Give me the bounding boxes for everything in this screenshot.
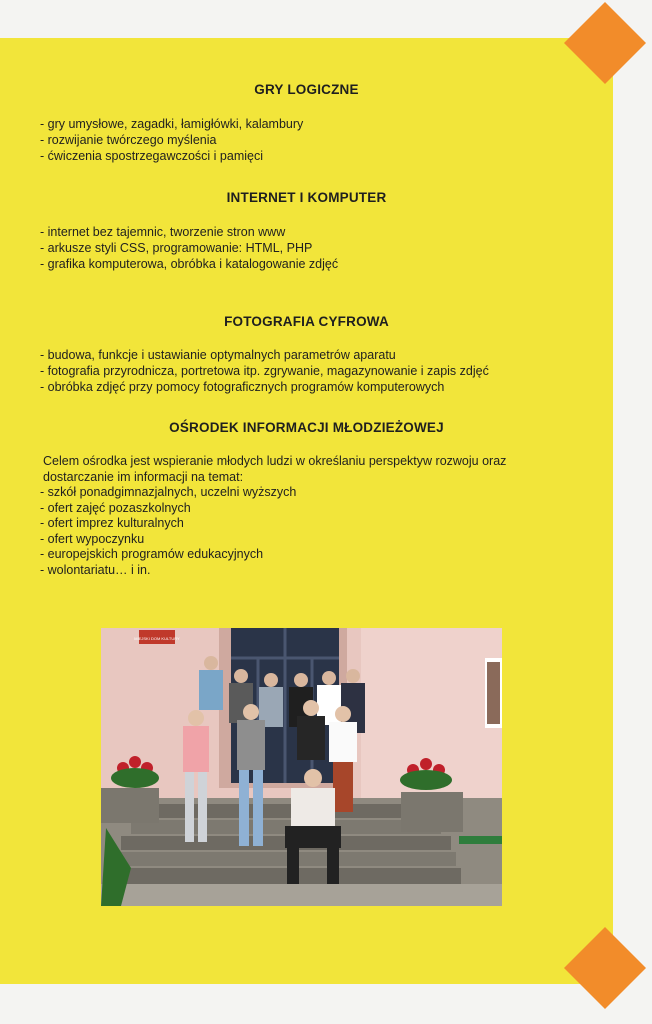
list-item: - obróbka zdjęć przy pomocy fotograficznych programów komputerowych — [40, 380, 445, 394]
list-item: - wolontariatu… i in. — [40, 562, 151, 577]
list-item: - arkusze styli CSS, programowanie: HTML, PHP — [40, 241, 313, 255]
list-item: - fotografia przyrodnicza, portretowa itp. zgrywanie, magazynowanie i zapis zdjęć — [40, 364, 489, 378]
list-fotografia-cyfrowa — [40, 347, 489, 395]
list-item: - rozwijanie twórczego myślenia — [40, 133, 217, 147]
list-item: - ofert zajęć pozaszkolnych — [40, 500, 191, 515]
osrodek-intro: Celem ośrodka jest wspieranie młodych ludzi w określaniu perspektyw rozwoju oraz dostarczanie im informacji na temat: — [43, 454, 507, 484]
list-item: - ćwiczenia spostrzegawczości i pamięci — [40, 149, 263, 163]
list-internet-i-komputer — [40, 224, 338, 272]
list-osrodek-informacji — [40, 485, 296, 578]
section-title-gry-logiczne: GRY LOGICZNE — [254, 82, 359, 97]
list-item: - europejskich programów edukacyjnych — [40, 547, 264, 561]
group-photo — [101, 628, 502, 906]
section-title-fotografia-cyfrowa: FOTOGRAFIA CYFROWA — [224, 314, 389, 329]
building-sign: MIEJSKI DOM KULTURY — [134, 636, 180, 641]
list-item: - ofert imprez kulturalnych — [40, 516, 184, 530]
list-gry-logiczne — [40, 116, 303, 164]
list-item: - internet bez tajemnic, tworzenie stron www — [40, 225, 286, 239]
section-title-internet-i-komputer: INTERNET I KOMPUTER — [226, 190, 387, 205]
list-item: - budowa, funkcje i ustawianie optymalnych parametrów aparatu — [40, 348, 396, 362]
list-item: - szkół ponadgimnazjalnych, uczelni wyższych — [40, 485, 297, 499]
list-item: - grafika komputerowa, obróbka i katalogowanie zdjęć — [40, 257, 339, 271]
section-title-osrodek-informacji: OŚRODEK INFORMACJI MŁODZIEŻOWEJ — [169, 420, 444, 435]
list-item: - gry umysłowe, zagadki, łamigłówki, kalambury — [40, 117, 304, 131]
list-item: - ofert wypoczynku — [40, 531, 145, 546]
